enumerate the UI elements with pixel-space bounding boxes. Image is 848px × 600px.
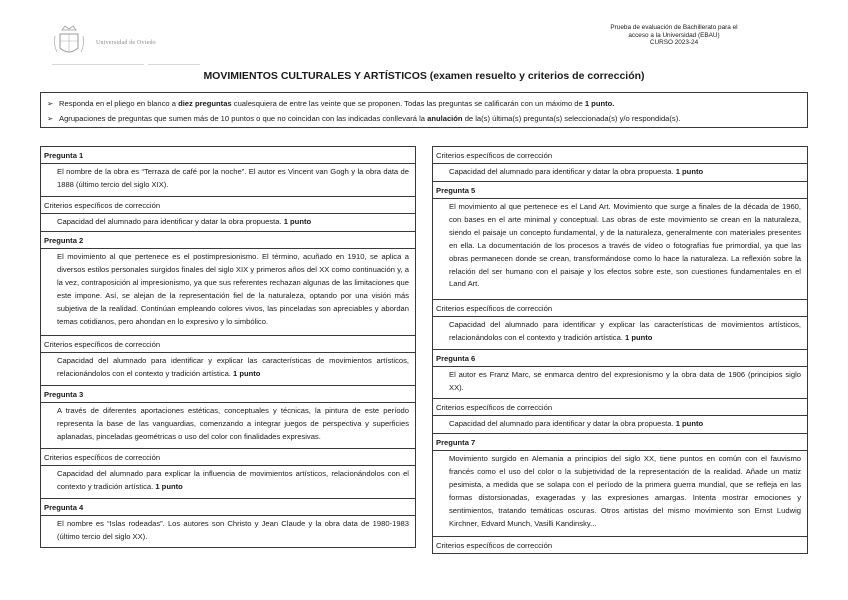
criteria-text: Capacidad del alumnado para identificar y explicar las características de movimientos artísticos, relacionándolos con el contexto y tradición artística. 1 punto (41, 353, 415, 386)
page-title: MOVIMIENTOS CULTURALES Y ARTÍSTICOS (examen resuelto y criterios de corrección) (203, 70, 645, 82)
criteria-heading: Criterios específicos de corrección (433, 300, 807, 317)
instruction-text: cualesquiera de entre las veinte que se proponen. Todas las preguntas se calificarán con un máximo de (231, 99, 585, 108)
question-title: Pregunta 3 (41, 386, 415, 403)
instruction-item (47, 96, 801, 111)
exam-info-line: acceso a la Universidad (EBAU) (628, 31, 720, 39)
criteria-text: Capacidad del alumnado para identificar y datar la obra propuesta. 1 punto (433, 416, 807, 434)
arrow-bullet-icon: ➢ (47, 114, 54, 123)
answer-text: El autor es Franz Marc, se enmarca dentro del expresionismo y la obra data de 1906 (principios siglo XX). (433, 367, 807, 399)
criteria-text: Capacidad del alumnado para identificar y explicar las características de movimientos artísticos, relacionándolos con el contexto y tradición artística. 1 punto (433, 317, 807, 350)
criteria-heading: Criterios específicos de corrección (433, 537, 807, 554)
answer-text: A través de diferentes aportaciones estéticas, conceptuales y técnicas, la pintura de este período representa la base de las vanguardias, comenzando a integrar juegos de perspectiva y superficies aplanadas, pinceladas geométricas o uso del color con finalidades expresivas. (41, 403, 415, 449)
instruction-text: Agrupaciones de preguntas que sumen más de 10 puntos o que no coincidan con las indicadas conllevará la (59, 114, 428, 123)
question-title: Pregunta 4 (41, 499, 415, 516)
criteria-heading: Criterios específicos de corrección (41, 449, 415, 466)
left-column (40, 146, 416, 548)
answer-text: El movimiento al que pertenece es el Land Art. Movimiento que surge a finales de la década de 1960, con bases en el arte minimal y conceptual. Las obras de este movimiento se crean en la naturaleza, siendo el paisaje un concepto fundamental, y de la naturaleza, generalmente con materiales presentes en ella. La documentación de los procesos a través de vídeo o fotografías fue primordial, ya que las obras permanecen donde se crean, transformándose como lo hace la naturaleza. La reflexión sobre la relación del ser humano con el paisaje y los efectos sobre este, son cuestiones fundamentales en el Land Art. (433, 199, 807, 300)
criteria-heading: Criterios específicos de corrección (41, 197, 415, 214)
instruction-emphasis: diez preguntas (178, 99, 232, 108)
question-title: Pregunta 7 (433, 434, 807, 451)
university-name: Universidad de Oviedo (96, 40, 156, 46)
instruction-text: Responda en el pliego en blanco a (59, 99, 179, 108)
answer-text: Movimiento surgido en Alemania a principios del siglo XX, tiene puntos en común con el fauvismo francés como el uso del color o la subjetividad de la representación de la realidad. Añade un matiz pesimista, a medida que se solapa con el período de la primera guerra mundial, que se refleja en las formas distorsionadas, exageradas y las expresiones amargas. Intenta mostrar emociones y sentimientos, tratando temáticas oscuras. Otros artistas del mismo movimiento son Ernst Ludwig Kirchner, Edvard Munch, Vasilli Kandinsky... (433, 451, 807, 537)
question-title: Pregunta 2 (41, 232, 415, 249)
instruction-emphasis: anulación (427, 114, 463, 123)
question-title: Pregunta 1 (41, 147, 415, 164)
instruction-emphasis: 1 punto. (584, 99, 615, 108)
instruction-text: de la(s) última(s) pregunta(s) seleccionada(s) y/o respondida(s). (462, 114, 681, 123)
logo-divider (148, 64, 200, 65)
arrow-bullet-icon: ➢ (47, 99, 54, 108)
criteria-text: Capacidad del alumnado para explicar la influencia de movimientos artísticos, relacionándolos con el contexto y tradición artística. 1 punto (41, 466, 415, 499)
criteria-heading: Criterios específicos de corrección (41, 336, 415, 353)
instruction-item (47, 111, 801, 126)
answer-text: El movimiento al que pertenece es el postimpresionismo. El término, acuñado en 1910, se aplica a diversos estilos personales surgidos finales del siglo XIX y primeros años del XX como continuación y, a la vez, contraposición al impresionismo, ya que sus referentes rechazan algunas de las limitaciones que este impone. Así, se alejan de la representación fiel de la naturaleza, optando por una visión más subjetiva de la realidad. Continúan empleando colores vivos, las pinceladas son apreciables y abordan temas cotidianos, pero ahondan en lo expresivo y lo simbólico. (41, 249, 415, 336)
instructions-box (40, 92, 808, 128)
right-column (432, 146, 808, 554)
question-title: Pregunta 6 (433, 350, 807, 367)
criteria-heading: Criterios específicos de corrección (433, 147, 807, 164)
exam-info-line: Prueba de evaluación de Bachillerato para el (610, 24, 738, 31)
answer-text: El nombre es “Islas rodeadas”. Los autores son Christo y Jean Claude y la obra data de 1980-1983 (último tercio del siglo XX). (41, 516, 415, 548)
exam-info (574, 24, 774, 47)
university-logo (52, 24, 162, 64)
university-crest-icon (52, 24, 86, 60)
criteria-text: Capacidad del alumnado para identificar y datar la obra propuesta. 1 punto (41, 214, 415, 232)
answer-text: El nombre de la obra es “Terraza de café por la noche”. El autor es Vincent van Gogh y la obra data de 1888 (último tercio del siglo XIX). (41, 164, 415, 197)
criteria-heading: Criterios específicos de corrección (433, 399, 807, 416)
criteria-text: Capacidad del alumnado para identificar y datar la obra propuesta. 1 punto (433, 164, 807, 182)
question-title: Pregunta 5 (433, 182, 807, 199)
logo-divider (52, 64, 144, 65)
exam-info-line: CURSO 2023-24 (649, 39, 699, 47)
